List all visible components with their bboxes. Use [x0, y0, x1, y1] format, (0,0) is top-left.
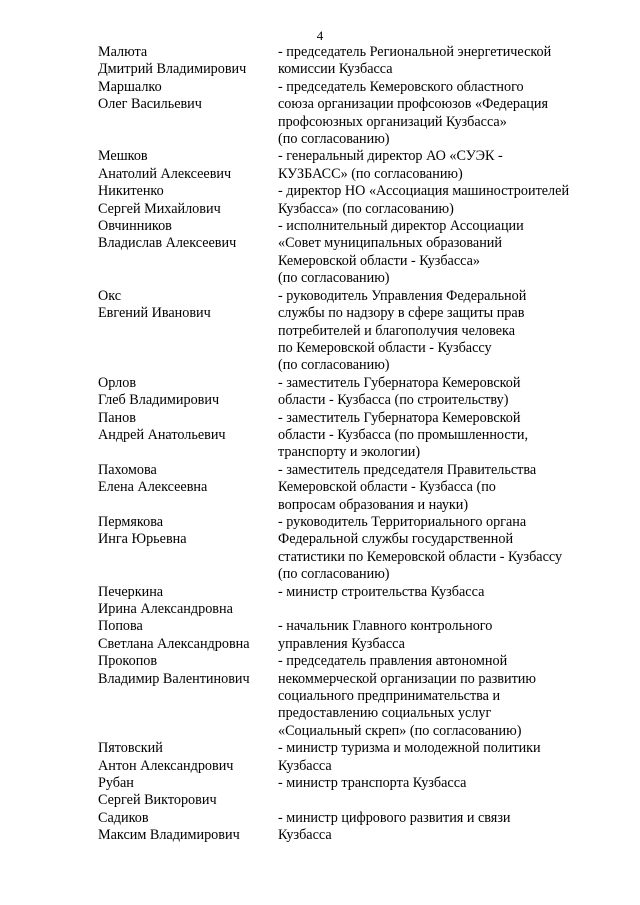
member-list	[98, 44, 598, 845]
member-position: - министр транспорта Кузбасса	[278, 775, 467, 792]
member-name: Прокопов Владимир Валентинович	[98, 653, 250, 687]
list-item	[98, 810, 598, 845]
list-item	[98, 148, 598, 183]
member-name: Малюта Дмитрий Владимирович	[98, 44, 247, 78]
member-position: - генеральный директор АО «СУЭК - КУЗБАСС» (по согласованию)	[278, 148, 503, 182]
member-position: - исполнительный директор Ассоциации «Совет муниципальных образований Кемеровской области - Кузбасса» (по согласованию)	[278, 218, 524, 287]
member-position: - министр строительства Кузбасса	[278, 583, 485, 600]
member-position: - директор НО «Ассоциация машиностроителей Кузбасса» (по согласованию)	[278, 183, 570, 217]
member-position: - председатель правления автономной некоммерческой организации по развитию социального предпринимательства и предоставлению социальных услуг «Социальный скреп» (по согласованию)	[278, 653, 536, 739]
member-name: Панов Андрей Анатольевич	[98, 409, 226, 443]
list-item	[98, 79, 598, 149]
member-position: - заместитель председателя Правительства Кемеровской области - Кузбасса (по вопросам образования и науки)	[278, 461, 537, 513]
list-item	[98, 775, 598, 810]
member-name: Пахомова Елена Алексеевна	[98, 461, 208, 496]
list-item	[98, 514, 598, 584]
list-item	[98, 584, 598, 619]
member-name: Пермякова Инга Юрьевна	[98, 513, 187, 548]
member-name: Пятовский Антон Александрович	[98, 740, 234, 774]
list-item	[98, 410, 598, 462]
member-position: - руководитель Территориального органа Федеральной службы государственной статистики по Кемеровской области - Кузбассу (по согласованию)	[278, 513, 563, 583]
member-position: - заместитель Губернатора Кемеровской области - Кузбасса (по строительству)	[278, 374, 521, 409]
list-item	[98, 653, 598, 740]
member-position: - министр цифрового развития и связи Кузбасса	[278, 809, 511, 844]
member-position: - министр туризма и молодежной политики Кузбасса	[278, 740, 541, 774]
member-position: - заместитель Губернатора Кемеровской области - Кузбасса (по промышленности, транспорту и экологии)	[278, 409, 529, 461]
member-position: - руководитель Управления Федеральной службы по надзору в сфере защиты прав потребителей и благополучия человека по Кемеровской области - Кузбассу (по согласованию)	[278, 287, 527, 374]
member-name: Попова Светлана Александровна	[98, 618, 250, 652]
member-name: Печеркина Ирина Александровна	[98, 583, 233, 617]
list-item	[98, 218, 598, 288]
member-name: Никитенко Сергей Михайлович	[98, 183, 221, 217]
list-item	[98, 44, 598, 79]
member-position: - председатель Региональной энергетической комиссии Кузбасса	[278, 44, 552, 78]
list-item	[98, 740, 598, 775]
list-item	[98, 462, 598, 514]
list-item	[98, 183, 598, 218]
member-name: Овчинников Владислав Алексеевич	[98, 218, 237, 252]
member-name: Рубан Сергей Викторович	[98, 775, 217, 809]
member-position: - председатель Кемеровского областного союза организации профсоюзов «Федерация профсоюзных организаций Кузбасса» (по согласованию)	[278, 78, 549, 148]
member-name: Маршалко Олег Васильевич	[98, 78, 202, 113]
member-name: Окс Евгений Иванович	[98, 287, 211, 322]
list-item	[98, 375, 598, 410]
page-number: 4	[316, 28, 324, 43]
member-name: Мешков Анатолий Алексеевич	[98, 148, 232, 182]
member-name: Орлов Глеб Владимирович	[98, 374, 220, 409]
member-name: Садиков Максим Владимирович	[98, 809, 240, 844]
list-item	[98, 618, 598, 653]
list-item	[98, 288, 598, 375]
member-position: - начальник Главного контрольного управления Кузбасса	[278, 618, 493, 652]
